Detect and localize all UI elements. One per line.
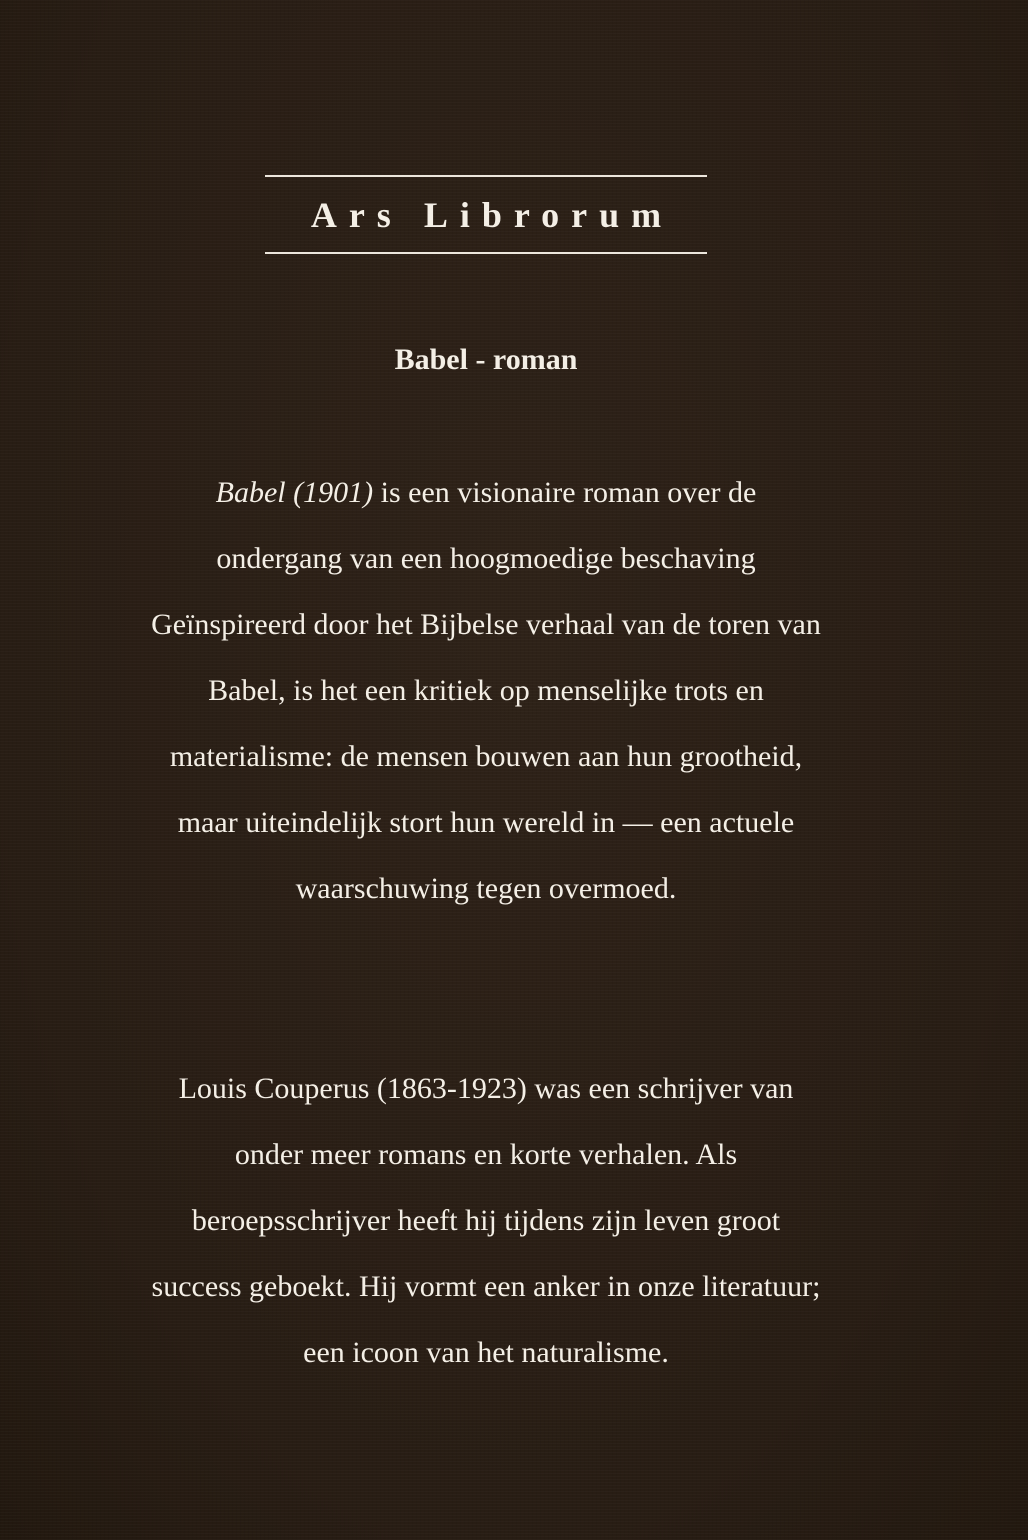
author-bio: Louis Couperus (1863-1923) was een schrijver van onder meer romans en korte verhalen. Als beroepsschrijver heeft hij tijdens zijn leven groot success geboekt. Hij vormt een anker in onze literatuur; een icoon van het naturalisme. bbox=[151, 1072, 821, 1369]
masthead-top-rule bbox=[265, 175, 707, 177]
book-description bbox=[150, 460, 822, 922]
book-title: Babel - roman bbox=[394, 343, 578, 376]
masthead-bottom-rule bbox=[265, 252, 707, 254]
description-italic-lead: Babel (1901) bbox=[215, 476, 374, 509]
brand-masthead bbox=[265, 175, 707, 255]
description-text: is een visionaire roman over de ondergang van een hoogmoedige beschaving Geïnspireerd door het Bijbelse verhaal van de toren van Babel, is het een kritiek op menselijke trots en materialisme: de mensen bouwen aan hun grootheid, maar uiteindelijk stort hun wereld in — een actuele waarschuwing tegen overmoed. bbox=[151, 476, 821, 905]
brand-name: Ars Librorum bbox=[310, 195, 674, 235]
